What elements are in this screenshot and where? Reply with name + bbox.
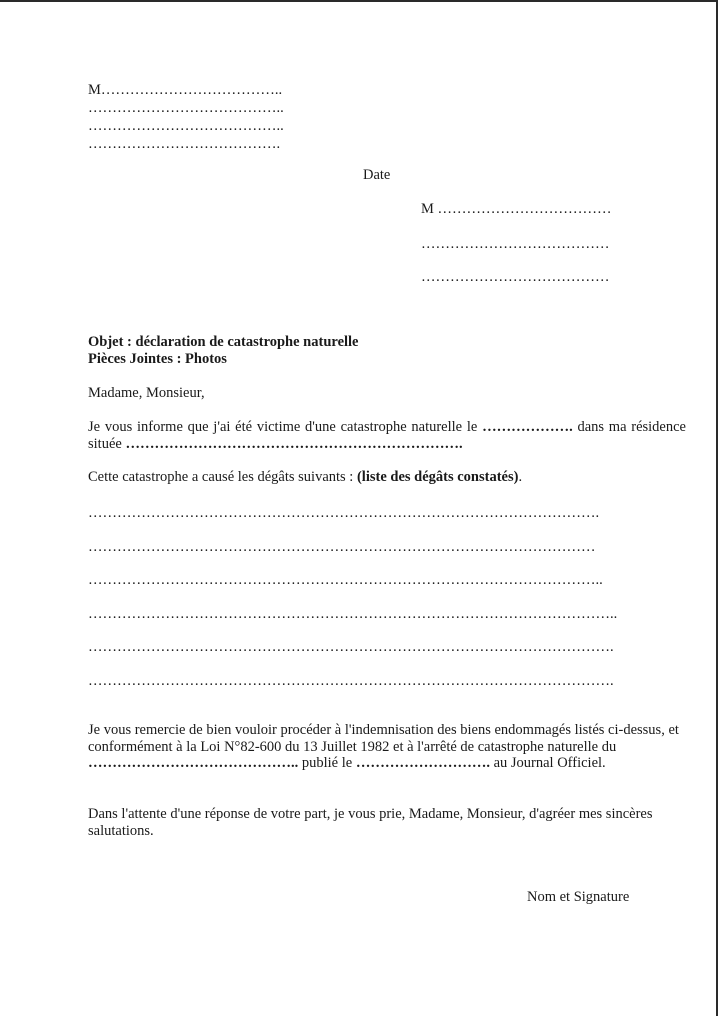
- paragraph-incident-text-b: dans ma résidence située: [88, 419, 686, 452]
- date-label: Date: [363, 167, 391, 183]
- paragraph-damage-intro: [88, 469, 686, 486]
- sender-line-name: M………………………………..: [88, 82, 283, 98]
- damage-line: ……………………………………………………………………………………………….: [88, 639, 614, 655]
- residence-address-blank: …………………………………………………………….: [125, 435, 463, 452]
- damage-line: …………………………………………………………………………………………….: [88, 505, 600, 521]
- signature-label: Nom et Signature: [527, 889, 630, 905]
- indemnification-text-c: au Journal Officiel.: [489, 755, 606, 771]
- damage-line: ……………………………………………………………………………………………: [88, 539, 596, 555]
- indemnification-text-b: publié le: [298, 755, 356, 771]
- recipient-line-address-2: …………………………………: [421, 269, 610, 285]
- paragraph-incident: [88, 419, 686, 452]
- sender-line-address-3: ………………………………….: [88, 136, 281, 152]
- damage-line: ……………………………………………………………………………………………….: [88, 673, 614, 689]
- damage-line: ………………………………………………………………………………………………..: [88, 606, 618, 622]
- salutation: Madame, Monsieur,: [88, 385, 205, 401]
- incident-date-blank: ……………….: [482, 419, 573, 435]
- publication-date-blank: ……………………….: [355, 755, 490, 771]
- arrete-date-blank: ……………………………………..: [88, 755, 299, 771]
- closing-paragraph: Dans l'attente d'une réponse de votre part, je vous prie, Madame, Monsieur, d'agréer mes sincères salutations.: [88, 806, 653, 839]
- subject-line: Objet : déclaration de catastrophe naturelle: [88, 334, 359, 350]
- sender-line-address-1: …………………………………..: [88, 100, 284, 116]
- recipient-line-name: M ………………………………: [421, 201, 612, 217]
- damage-intro-end: .: [518, 469, 523, 485]
- paragraph-indemnification: [88, 722, 686, 772]
- damage-list-hint: (liste des dégâts constatés): [356, 469, 519, 485]
- recipient-line-address-1: …………………………………: [421, 236, 610, 252]
- damage-intro-text: Cette catastrophe a causé les dégâts suivants :: [88, 469, 357, 485]
- damage-line: ……………………………………………………………………………………………..: [88, 572, 603, 588]
- paragraph-incident-text-a: Je vous informe que j'ai été victime d'une catastrophe naturelle le: [88, 419, 483, 435]
- sender-line-address-2: …………………………………..: [88, 118, 284, 134]
- attachments-line: Pièces Jointes : Photos: [88, 351, 227, 367]
- indemnification-text-a: Je vous remercie de bien vouloir procéder à l'indemnisation des biens endommagés listés ci-dessus, et conformément à la Loi N°82-600 du 13 Juillet 1982 et à l'arrêté de catastrophe naturelle du: [88, 722, 679, 755]
